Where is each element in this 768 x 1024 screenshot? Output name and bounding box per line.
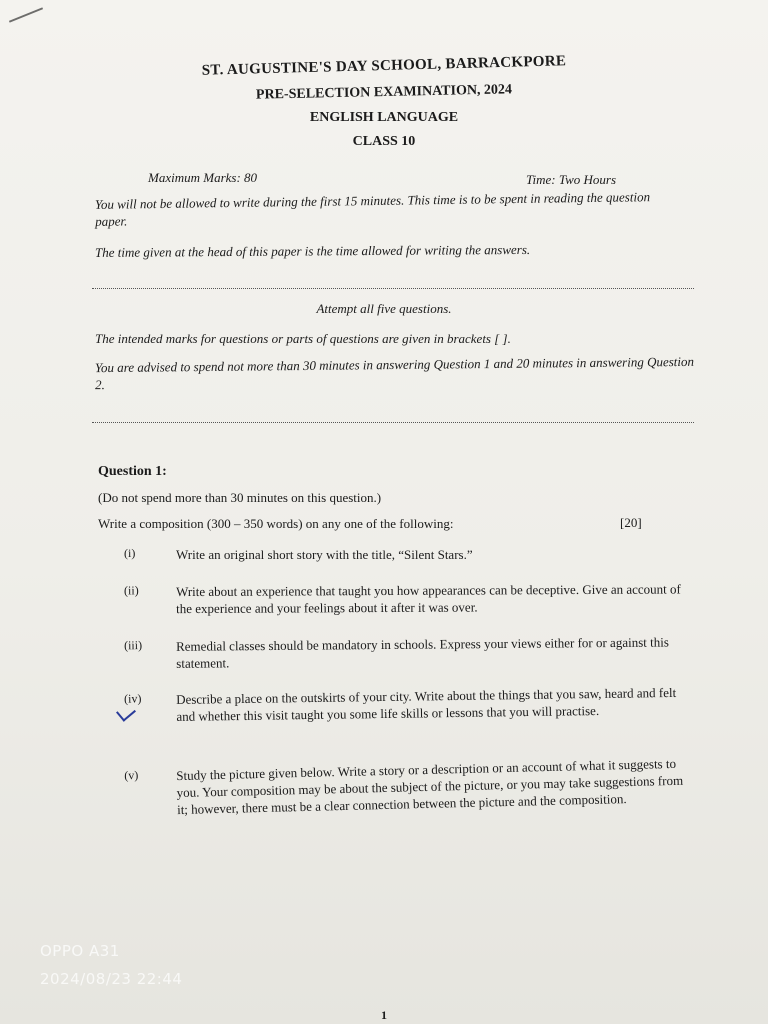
option-item — [0, 580, 768, 617]
option-number: (v) — [124, 768, 139, 783]
option-number: (ii) — [124, 583, 139, 598]
question-note: (Do not spend more than 30 minutes on this question.) — [98, 490, 382, 505]
option-text: Describe a place on the outskirts of your city. Write about the things that you saw, heard and felt and whether this visit taught you some life skills or lessons that you will practise. — [176, 684, 677, 724]
option-text: Write an original short story with the title, “Silent Stars.” — [176, 547, 473, 562]
option-number: (i) — [124, 546, 136, 560]
option-text: Write about an experience that taught you how appearances can be deceptive. Give an account of the experience and your feelings about it after it was over. — [176, 581, 681, 617]
instruction-marks-note: The intended marks for questions or parts of questions are given in brackets [ ]. — [95, 331, 511, 346]
camera-watermark-device: OPPO A31 — [40, 942, 120, 960]
option-item — [0, 633, 768, 671]
class-title: CLASS 10 — [352, 134, 416, 149]
subject-title: ENGLISH LANGUAGE — [309, 110, 459, 125]
divider — [92, 422, 694, 423]
instruction-reading-time: You will not be allowed to write during the first 15 minutes. This time is to be spent in reading the question paper. — [94, 189, 651, 229]
option-number: (iv) — [124, 691, 142, 706]
max-marks: Maximum Marks: 80 — [148, 170, 258, 185]
instruction-time-note: The time given at the head of this paper is the time allowed for writing the answers. — [94, 241, 531, 260]
pen-mark — [9, 7, 43, 22]
school-name: ST. AUGUSTINE'S DAY SCHOOL, BARRACKPORE — [201, 53, 567, 79]
page-number: 1 — [381, 1008, 387, 1022]
divider — [92, 288, 694, 289]
option-text: Remedial classes should be mandatory in schools. Express your views either for or against this statement. — [176, 634, 669, 671]
question-title: Question 1: — [98, 464, 167, 479]
option-text: Study the picture given below. Write a story or a description or an account of what it suggests to you. Your composition may be about the subject of the picture, or you may take suggestions from it; however, there must be a clear connection between the picture and the composition. — [176, 755, 684, 818]
question-marks: [20] — [620, 515, 642, 530]
exam-title: PRE-SELECTION EXAMINATION, 2024 — [255, 82, 513, 103]
time-allowed: Time: Two Hours — [526, 172, 617, 187]
camera-watermark-datetime: 2024/08/23 22:44 — [40, 970, 183, 988]
instruction-attempt: Attempt all five questions. — [316, 301, 452, 316]
option-number: (iii) — [124, 638, 143, 653]
question-task: Write a composition (300 – 350 words) on any one of the following: — [98, 516, 454, 531]
option-item — [0, 753, 768, 818]
option-item — [0, 683, 768, 724]
instruction-advice: You are advised to spend not more than 30 minutes in answering Question 1 and 20 minutes in answering Question 2. — [94, 353, 695, 393]
